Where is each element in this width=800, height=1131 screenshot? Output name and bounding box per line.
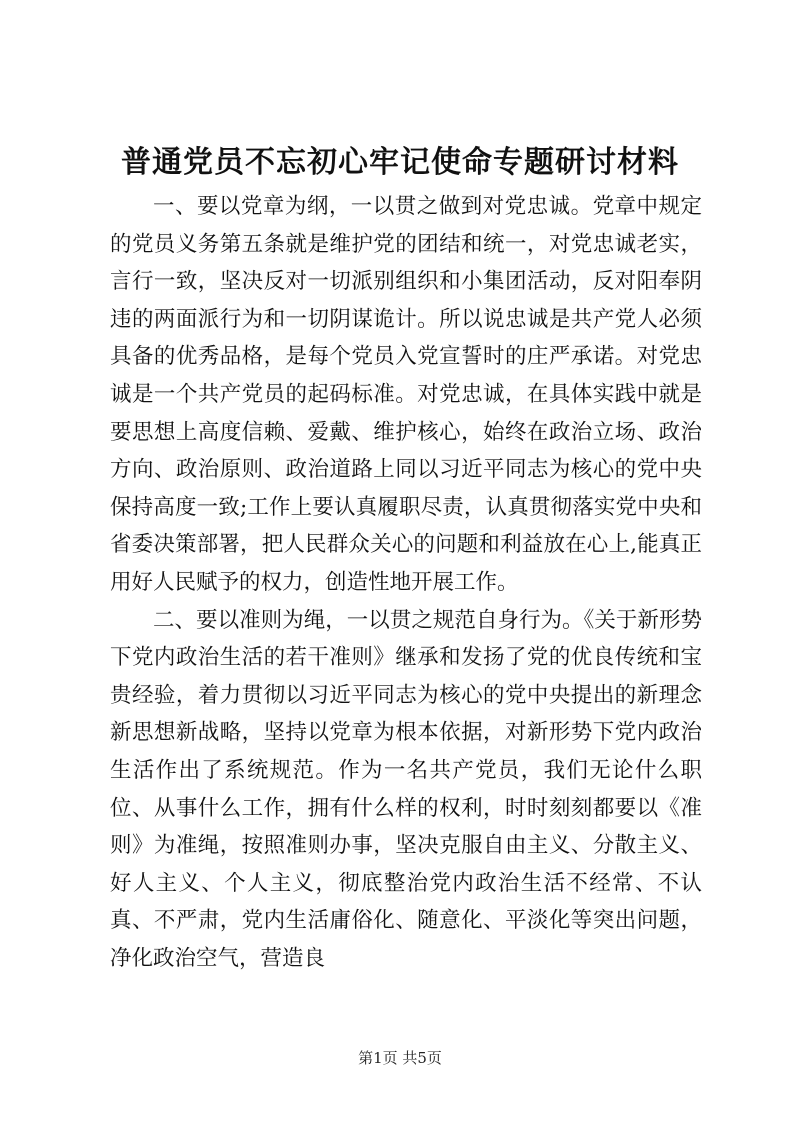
document-body [110, 188, 702, 977]
paragraph-1: 一、要以党章为纲，一以贯之做到对党忠诚。党章中规定的党员义务第五条就是维护党的团结和统一，对党忠诚老实，言行一致，坚决反对一切派别组织和小集团活动，反对阳奉阴违的两面派行为和一切阴谋诡计。所以说忠诚是共产党人必须具备的优秀品格，是每个党员入党宣誓时的庄严承诺。对党忠诚是一个共产党员的起码标准。对党忠诚，在具体实践中就是要思想上高度信赖、爱戴、维护核心，始终在政治立场、政治方向、政治原则、政治道路上同以习近平同志为核心的党中央保持高度一致;工作上要认真履职尽责，认真贯彻落实党中央和省委决策部署，把人民群众关心的问题和利益放在心上,能真正用好人民赋予的权力，创造性地开展工作。 [110, 194, 702, 595]
paragraph-2: 二、要以准则为绳，一以贯之规范自身行为。《关于新形势下党内政治生活的若干准则》继承和发扬了党的优良传统和宝贵经验，着力贯彻以习近平同志为核心的党中央提出的新理念新思想新战略，坚持以党章为根本依据，对新形势下党内政治生活作出了系统规范。作为一名共产党员，我们无论什么职位、从事什么工作，拥有什么样的权利，时时刻刻都要以《准则》为准绳，按照准则办事，坚决克服自由主义、分散主义、好人主义、个人主义，彻底整治党内政治生活不经常、不认真、不严肃，党内生活庸俗化、随意化、平淡化等突出问题，净化政治空气，营造良 [110, 607, 702, 971]
page-footer: 第1页 共5页 [358, 1049, 442, 1067]
document-title: 普通党员不忘初心牢记使命专题研讨材料 [121, 145, 679, 180]
